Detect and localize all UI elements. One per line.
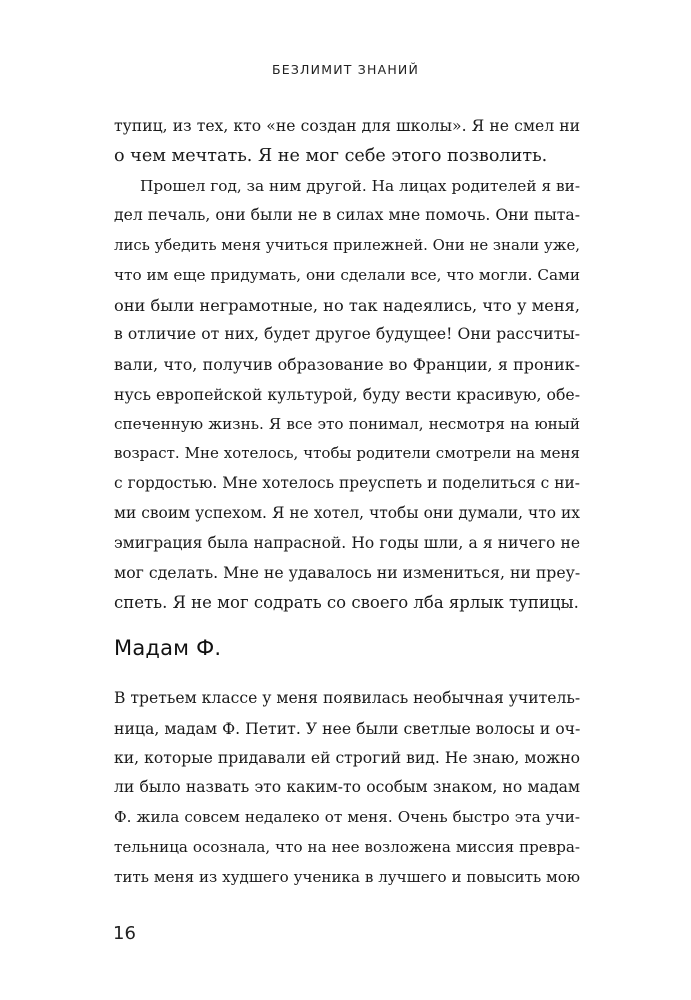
page-number: 16: [113, 923, 136, 944]
body-text-bottom: [114, 684, 580, 892]
text-line: мог сделать. Мне не удавалось ни измениться, ни преу-: [114, 563, 581, 583]
text-line: Ф. жила совсем недалеко от меня. Очень быстро эта учи-: [114, 808, 580, 826]
text-line: они были неграмотные, но так надеялись, что у меня,: [114, 295, 580, 315]
text-line: возраст. Мне хотелось, чтобы родители смотрели на меня: [114, 444, 580, 463]
text-line: дел печаль, они были не в силах мне помочь. Они пыта-: [114, 206, 580, 225]
text-line: о чем мечтать. Я не мог себе этого позволить.: [114, 145, 548, 166]
text-line: Прошел год, за ним другой. На лицах родителей я ви-: [140, 176, 580, 195]
text-line: ки, которые придавали ей строгий вид. Не знаю, можно: [114, 748, 580, 767]
text-line: в отличие от них, будет другое будущее! Они рассчиты-: [114, 325, 580, 344]
text-line: тельница осознала, что на нее возложена миссия превра-: [114, 837, 580, 856]
text-line: ми своим успехом. Я не хотел, чтобы они думали, что их: [114, 503, 580, 522]
running-header: БЕЗЛИМИТ ЗНАНИЙ: [271, 62, 420, 77]
text-line: спеть. Я не мог содрать со своего лба ярлык тупицы.: [114, 593, 579, 612]
text-line: эмиграция была напрасной. Но годы шли, а я ничего не: [114, 533, 580, 552]
text-line: с гордостью. Мне хотелось преуспеть и поделиться с ни-: [114, 474, 580, 492]
text-line: В третьем классе у меня появилась необычная учитель-: [114, 689, 581, 707]
text-line: лись убедить меня учиться прилежней. Они не знали уже,: [114, 236, 580, 254]
text-line: спеченную жизнь. Я все это понимал, несмотря на юный: [114, 414, 580, 433]
text-line: что им еще придумать, они сделали все, что могли. Сами: [114, 265, 580, 284]
text-line: тупиц, из тех, кто «не создан для школы». Я не смел ни: [114, 117, 580, 135]
text-line: вали, что, получив образование во Франции, я проник-: [114, 355, 580, 374]
body-text-top: [114, 112, 580, 618]
text-line: тить меня из худшего ученика в лучшего и повысить мою: [114, 867, 580, 886]
section-heading: Мадам Ф.: [114, 636, 222, 660]
text-line: ли было назвать это каким-то особым знаком, но мадам: [114, 778, 580, 797]
text-line: нусь европейской культурой, буду вести красивую, обе-: [114, 384, 580, 404]
text-line: ница, мадам Ф. Петит. У нее были светлые волосы и оч-: [114, 718, 581, 738]
